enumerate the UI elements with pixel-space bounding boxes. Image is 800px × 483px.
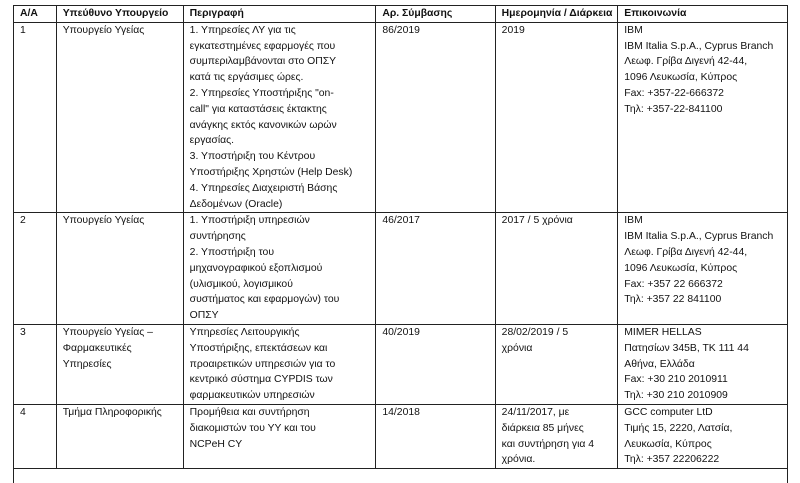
cell-contact: [618, 22, 788, 213]
table-row: [14, 324, 788, 404]
header-date-duration: Ημερομηνία / Διάρκεια: [495, 6, 618, 23]
cell-description-line: call" για καταστάσεις έκτακτης: [189, 103, 327, 115]
cell-description-line: 2. Υπηρεσίες Υποστήριξης "on-: [189, 87, 334, 99]
header-contact: Επικοινωνία: [618, 6, 788, 23]
cell-contact: [618, 213, 788, 325]
cell-date-duration: [495, 404, 618, 468]
cell-description-line: Υποστήριξης Χρηστών (Help Desk): [189, 166, 353, 178]
cell-contact-line: MIMER HELLAS: [624, 326, 702, 338]
cell-contract-no: 40/2019: [376, 324, 495, 404]
cell-ministry: [56, 213, 183, 325]
cell-description-line: 4. Υπηρεσίες Διαχειριστή Βάσης: [189, 182, 338, 194]
cell-contact-line: Τηλ: +357 22206222: [624, 454, 720, 466]
cell-description-line: εργασίας.: [189, 135, 235, 147]
cell-contact-line: IBM Italia S.p.A., Cyprus Branch: [624, 40, 774, 52]
cell-date-duration-line: 2019: [501, 24, 525, 36]
table-row: [14, 213, 788, 325]
cell-aa: 1: [14, 22, 57, 213]
header-contract-no: Αρ. Σύμβασης: [376, 6, 495, 23]
cell-date-duration-line: διάρκεια 85 μήνες: [501, 422, 584, 434]
cell-description-line: Υποστήριξης, επεκτάσεων και: [189, 342, 328, 354]
cell-ministry-line: Τμήμα Πληροφορικής: [62, 406, 162, 418]
cell-contact-line: 1096 Λευκωσία, Κύπρος: [624, 72, 738, 84]
cell-description: [183, 324, 376, 404]
cell-date-duration-line: 24/11/2017, με: [501, 406, 570, 418]
cell-contact-line: Λεωφ. Γρίβα Διγενή 42-44,: [624, 56, 748, 68]
cell-ministry-line: Υπηρεσίες: [62, 358, 112, 370]
cell-description-line: μηχανογραφικού εξοπλισμού: [189, 262, 323, 274]
cell-description-line: 3. Υποστήριξη του Κέντρου: [189, 151, 316, 163]
cell-description-line: Προμήθεια και συντήρηση: [189, 406, 310, 418]
cell-description-line: εγκατεστημένες εφαρμογές που: [189, 40, 336, 52]
cell-date-duration: [495, 324, 618, 404]
cell-contact-line: Τηλ: +30 210 2010909: [624, 390, 728, 402]
cell-description-line: 2. Υποστήριξη του: [189, 246, 275, 258]
cell-contact-line: IBM: [624, 24, 643, 36]
cell-contact-line: Τιμής 15, 2220, Λατσία,: [624, 422, 733, 434]
cell-description-line: ανάγκης εκτός κανονικών ωρών: [189, 119, 337, 131]
cell-ministry-line: Υπουργείο Υγείας –: [62, 326, 153, 338]
cell-date-duration-line: χρόνια.: [501, 454, 536, 466]
cell-aa: 4: [14, 404, 57, 468]
blank-row: [14, 469, 788, 483]
contracts-table: [13, 5, 788, 483]
header-ministry: Υπεύθυνο Υπουργείο: [56, 6, 183, 23]
blank-cell: [14, 469, 788, 483]
cell-description: [183, 404, 376, 468]
cell-description-line: φαρμακευτικών υπηρεσιών: [189, 390, 315, 402]
cell-date-duration: [495, 213, 618, 325]
cell-ministry: [56, 324, 183, 404]
cell-description-line: 1. Υπηρεσίες ΛΥ για τις: [189, 24, 296, 36]
cell-contact-line: Τηλ: +357 22 841100: [624, 294, 722, 306]
table-header-row: [14, 6, 788, 23]
cell-description-line: ΟΠΣΥ: [189, 310, 219, 322]
cell-contract-no: 46/2017: [376, 213, 495, 325]
cell-date-duration: [495, 22, 618, 213]
header-description: Περιγραφή: [183, 6, 376, 23]
cell-description-line: προαιρετικών υπηρεσιών για το: [189, 358, 336, 370]
cell-contact-line: Λευκωσία, Κύπρος: [624, 438, 712, 450]
cell-contact-line: 1096 Λευκωσία, Κύπρος: [624, 262, 738, 274]
cell-contact-line: Τηλ: +357-22-841100: [624, 103, 723, 115]
cell-contact-line: IBM: [624, 215, 643, 227]
cell-date-duration-line: 2017 / 5 χρόνια: [501, 215, 573, 227]
cell-ministry: [56, 404, 183, 468]
cell-description: [183, 213, 376, 325]
header-aa: Α/Α: [14, 6, 57, 23]
document-page: [13, 5, 788, 483]
cell-contact: [618, 404, 788, 468]
cell-aa: 2: [14, 213, 57, 325]
cell-contract-no: 86/2019: [376, 22, 495, 213]
cell-contact-line: Πατησίων 345Β, ΤΚ 111 44: [624, 342, 749, 354]
cell-description-line: NCPeH CY: [189, 438, 243, 450]
cell-description-line: 1. Υποστήριξη υπηρεσιών: [189, 215, 310, 227]
cell-ministry-line: Υπουργείο Υγείας: [62, 215, 145, 227]
cell-description-line: συστήματος και εφαρμογών) του: [189, 294, 340, 306]
cell-description-line: Υπηρεσίες Λειτουργικής: [189, 326, 300, 338]
cell-description: [183, 22, 376, 213]
cell-contact: [618, 324, 788, 404]
cell-contact-line: Fax: +357 22 666372: [624, 278, 723, 290]
cell-date-duration-line: χρόνια: [501, 342, 533, 354]
cell-ministry-line: Υπουργείο Υγείας: [62, 24, 145, 36]
cell-description-line: συντήρησης: [189, 231, 246, 243]
table-row: [14, 22, 788, 213]
cell-ministry-line: Φαρμακευτικές: [62, 342, 132, 354]
cell-contact-line: GCC computer LtD: [624, 406, 713, 418]
cell-contact-line: IBM Italia S.p.A., Cyprus Branch: [624, 231, 774, 243]
cell-ministry: [56, 22, 183, 213]
cell-description-line: συμπεριλαμβάνονται στο ΟΠΣΥ: [189, 56, 337, 68]
cell-description-line: (υλισμικού, λογισμικού: [189, 278, 293, 290]
cell-description-line: διακομιστών του ΥΥ και του: [189, 422, 316, 434]
cell-date-duration-line: 28/02/2019 / 5: [501, 326, 569, 338]
cell-aa: 3: [14, 324, 57, 404]
cell-contract-no: 14/2018: [376, 404, 495, 468]
cell-contact-line: Fax: +30 210 2010911: [624, 374, 728, 386]
cell-description-line: κατά τις εργάσιμες ώρες.: [189, 72, 304, 84]
cell-description-line: Δεδομένων (Oracle): [189, 198, 283, 210]
cell-description-line: κεντρικό σύστημα CYPDIS των: [189, 374, 333, 386]
cell-date-duration-line: και συντήρηση για 4: [501, 438, 595, 450]
cell-contact-line: Λεωφ. Γρίβα Διγενή 42-44,: [624, 246, 748, 258]
cell-contact-line: Αθήνα, Ελλάδα: [624, 358, 695, 370]
cell-contact-line: Fax: +357-22-666372: [624, 87, 724, 99]
table-row: [14, 404, 788, 468]
